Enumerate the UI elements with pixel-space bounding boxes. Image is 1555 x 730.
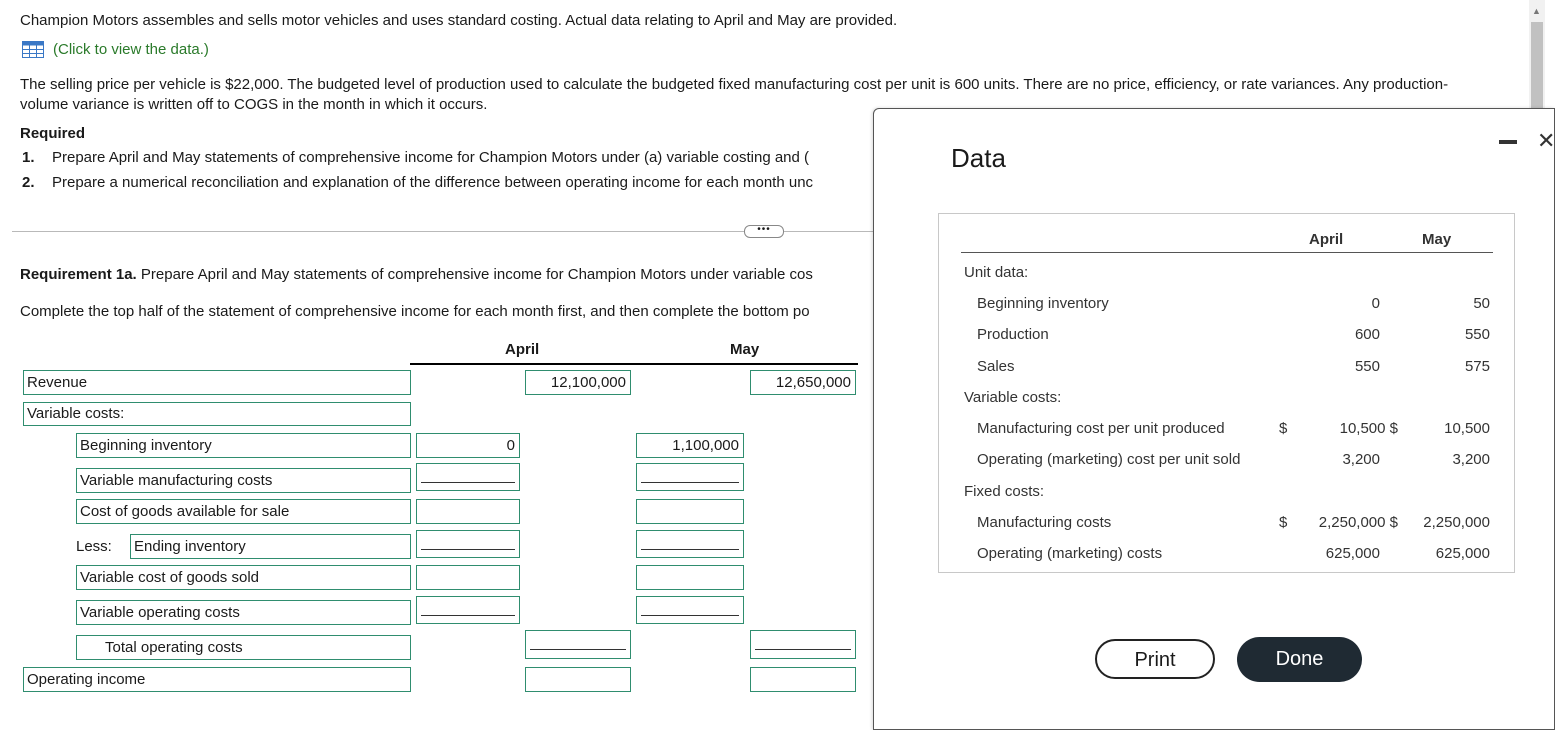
column-header-may: May	[730, 341, 760, 358]
view-data-link[interactable]	[22, 41, 209, 58]
beginning-inventory-may-input[interactable]	[636, 433, 744, 458]
currency-symbol: $	[1279, 420, 1288, 437]
currency-symbol: $	[1279, 514, 1288, 531]
data-value: 50	[1473, 295, 1490, 312]
beginning-inventory-april-input[interactable]	[416, 433, 520, 458]
header-rule	[410, 363, 858, 365]
view-data-label[interactable]: (Click to view the data.)	[53, 41, 209, 58]
beginning-inventory-label[interactable]: Beginning inventory	[76, 433, 411, 458]
data-value: 3,200	[1342, 451, 1380, 468]
instruction-text: Complete the top half of the statement of comprehensive income for each month first, and then complete the bottom po	[20, 303, 810, 320]
variable-mfg-costs-label[interactable]: Variable manufacturing costs	[76, 468, 411, 493]
modal-title: Data	[951, 143, 1006, 173]
required-item: 1. Prepare April and May statements of comprehensive income for Champion Motors under (a) variable costing and (	[22, 149, 810, 166]
total-operating-may-input[interactable]	[750, 630, 856, 659]
minimize-icon[interactable]	[1499, 140, 1517, 144]
table-icon	[22, 41, 44, 58]
required-item: 2. Prepare a numerical reconciliation and explanation of the difference between operating income for each month unc	[22, 174, 814, 191]
scrollbar-thumb[interactable]	[1531, 22, 1543, 110]
operating-income-may-input[interactable]	[750, 667, 856, 692]
operating-income-april-input[interactable]	[525, 667, 631, 692]
cogas-april-input[interactable]	[416, 499, 520, 524]
less-label: Less:	[76, 538, 112, 555]
print-button[interactable]: Print	[1095, 639, 1215, 679]
total-operating-april-input[interactable]	[525, 630, 631, 659]
revenue-april-input[interactable]	[525, 370, 631, 395]
variable-costs-heading: Variable costs:	[964, 389, 1062, 406]
data-row-label: Manufacturing cost per unit produced	[977, 420, 1225, 437]
intro-text: Champion Motors assembles and sells motor vehicles and uses standard costing. Actual data relating to April and May are provided.	[20, 12, 898, 29]
data-value: 10,500	[1444, 420, 1490, 437]
data-value: 550	[1354, 358, 1380, 375]
data-row-label: Sales	[977, 358, 1015, 375]
data-value: 625,000	[1435, 545, 1490, 562]
data-value: 2,250,000 $	[1318, 514, 1398, 531]
problem-paragraph: The selling price per vehicle is $22,000. The budgeted level of production used to calculate the budgeted fixed manufacturing cost per unit is 600 units. There are no price, efficiency, or rate variances. Any production-volume variance is written off to COGS in the month in which it occurs.	[20, 76, 1449, 113]
data-header-rule	[961, 252, 1493, 253]
data-col-april: April	[1309, 231, 1344, 248]
unit-data-heading: Unit data:	[964, 264, 1029, 281]
total-operating-costs-label[interactable]: Total operating costs	[76, 635, 411, 660]
variable-mfg-april-input[interactable]	[416, 463, 520, 491]
data-value: 575	[1464, 358, 1490, 375]
expand-button[interactable]: •••	[744, 225, 784, 238]
data-value: 600	[1354, 326, 1380, 343]
operating-income-label[interactable]: Operating income	[23, 667, 411, 692]
data-value: 625,000	[1325, 545, 1380, 562]
data-row-label: Production	[977, 326, 1049, 343]
data-row-label: Operating (marketing) costs	[977, 545, 1163, 562]
requirement-heading: Requirement 1a. Prepare April and May statements of comprehensive income for Champion Motors under variable cos	[20, 266, 813, 283]
data-col-may: May	[1422, 231, 1452, 248]
variable-operating-costs-label[interactable]: Variable operating costs	[76, 600, 411, 625]
ending-inventory-label[interactable]: Ending inventory	[130, 534, 411, 559]
variable-operating-may-input[interactable]	[636, 596, 744, 624]
variable-mfg-may-input[interactable]	[636, 463, 744, 491]
variable-costs-label[interactable]: Variable costs:	[23, 402, 411, 426]
data-value: 0	[1371, 295, 1380, 312]
data-value: 10,500 $	[1339, 420, 1398, 437]
required-heading: Required	[20, 125, 86, 142]
close-icon[interactable]: ✕	[1537, 128, 1555, 153]
cogas-may-input[interactable]	[636, 499, 744, 524]
cogas-label[interactable]: Cost of goods available for sale	[76, 499, 411, 524]
variable-operating-april-input[interactable]	[416, 596, 520, 624]
data-row-label: Beginning inventory	[977, 295, 1109, 312]
data-row-label: Manufacturing costs	[977, 514, 1112, 531]
data-value: 550	[1464, 326, 1490, 343]
fixed-costs-heading: Fixed costs:	[964, 483, 1045, 500]
variable-cogs-label[interactable]: Variable cost of goods sold	[76, 565, 411, 590]
revenue-may-input[interactable]	[750, 370, 856, 395]
data-value: 3,200	[1452, 451, 1490, 468]
column-header-april: April	[505, 341, 540, 358]
variable-cogs-may-input[interactable]	[636, 565, 744, 590]
ending-inventory-april-input[interactable]	[416, 530, 520, 558]
variable-cogs-april-input[interactable]	[416, 565, 520, 590]
data-row-label: Operating (marketing) cost per unit sold	[977, 451, 1241, 468]
data-value: 2,250,000	[1423, 514, 1490, 531]
done-button[interactable]: Done	[1237, 637, 1362, 682]
ending-inventory-may-input[interactable]	[636, 530, 744, 558]
scroll-up-arrow-icon[interactable]: ▲	[1532, 6, 1541, 16]
revenue-label[interactable]: Revenue	[23, 370, 411, 395]
